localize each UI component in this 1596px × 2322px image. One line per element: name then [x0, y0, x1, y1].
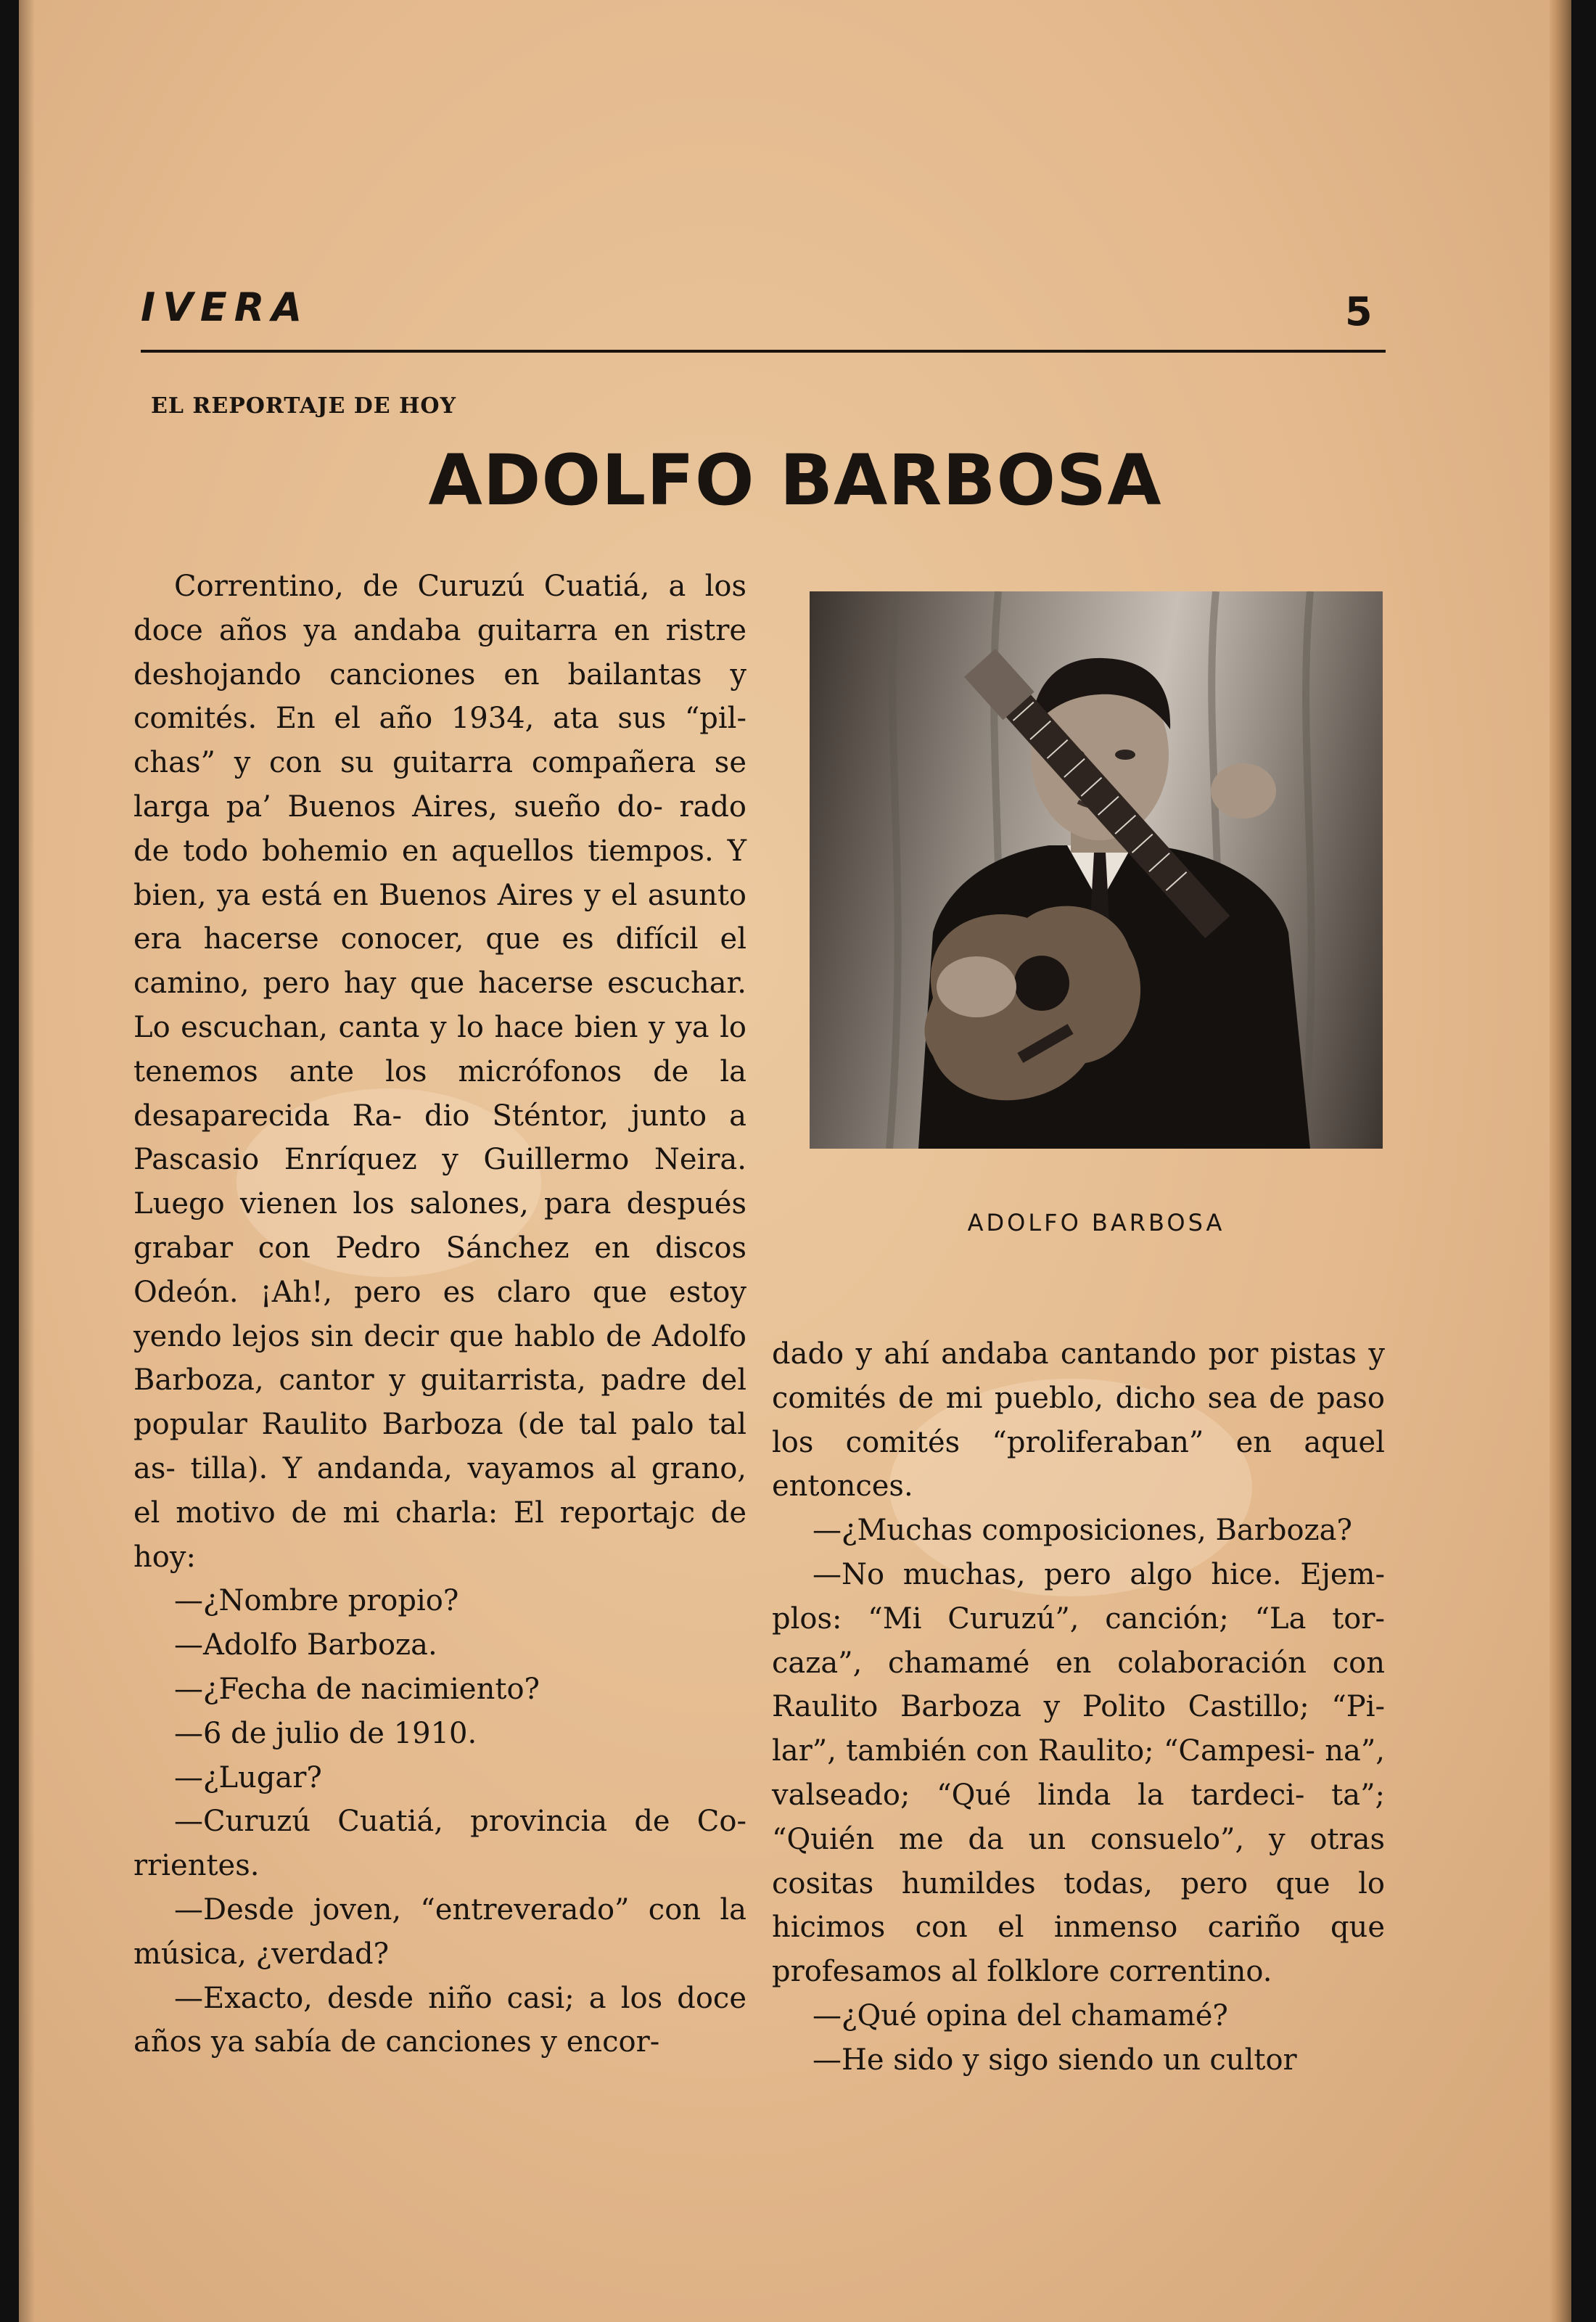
- article-title: ADOLFO BARBOSA: [428, 440, 1162, 521]
- interview-line: —No muchas, pero algo hice. Ejem- plos: “Mi Curuzú”, canción; “La tor- caza”, chamamé en colaboración con Raulito Barboza y Polito Castillo; “Pi- lar”, también con Raulito; “Campesi- na”, valseado; “Qué linda la tardeci- ta”; “Quién me da un consuelo”, y otras cositas humildes todas, pero que lo hicimos con el inmenso cariño que profesamos al folklore correntino.: [772, 1557, 1385, 1989]
- running-head: IVERA: [141, 284, 310, 330]
- magazine-page: [19, 0, 1571, 2322]
- intro-paragraph: Correntino, de Curuzú Cuatiá, a los doce años ya andaba guitarra en ristre deshojando canciones en bailantas y comités. En el año 1934, ata sus “pil- chas” y con su guitarra compañera se larga pa’ Buenos Aires, sueño do- rado de todo bohemio en aquellos tiempos. Y bien, ya está en Buenos Aires y el asunto era hacerse conocer, que es difícil el camino, pero hay que hacerse escuchar. Lo escuchan, canta y lo hace bien y ya lo tenemos ante los micrófonos de la desaparecida Ra- dio Sténtor, junto a Pascasio Enríquez y Guillermo Neira. Luego vienen los salones, para después grabar con Pedro Sánchez en discos Odeón. ¡Ah!, pero es claro que estoy yendo lejos sin decir que hablo de Adolfo Barboza, cantor y guitarrista, padre del popular Raulito Barboza (de tal palo tal as- tilla). Y andanda, vayamos al grano, el motivo de mi charla: El reportajc de hoy:: [133, 570, 746, 1574]
- interview-line: —Adolfo Barboza.: [174, 1628, 437, 1662]
- page-edge: [1550, 0, 1571, 2322]
- interview-line: —Exacto, desde niño casi; a los doce años ya sabía de canciones y encor-: [133, 1981, 746, 2059]
- interview-line: —¿Lugar?: [174, 1760, 322, 1794]
- continuation-paragraph: dado y ahí andaba cantando por pistas y comités de mi pueblo, dicho sea de paso los comités “proliferaban” en aquel entonces.: [772, 1337, 1385, 1503]
- interview-line: —He sido y sigo siendo un cultor: [813, 2043, 1297, 2077]
- interview-line: —¿Fecha de nacimiento?: [174, 1672, 540, 1706]
- left-column: [133, 565, 746, 2064]
- guitarist-photo-icon: [810, 591, 1383, 1149]
- header-rule: [141, 350, 1386, 353]
- interview-line: —6 de julio de 1910.: [174, 1716, 477, 1750]
- photo-caption: ADOLFO BARBOSA: [967, 1209, 1225, 1236]
- interview-line: —¿Muchas composiciones, Barboza?: [813, 1514, 1352, 1548]
- interview-line: —¿Qué opina del chamamé?: [813, 1998, 1228, 2032]
- interview-line: —¿Nombre propio?: [174, 1584, 459, 1618]
- right-column: [772, 1332, 1385, 2083]
- portrait-photo: [810, 591, 1383, 1149]
- interview-line: —Curuzú Cuatiá, provincia de Co- rrientes.: [133, 1805, 746, 1883]
- page-number: 5: [1345, 289, 1373, 335]
- interview-line: —Desde joven, “entreverado” con la música, ¿verdad?: [133, 1892, 746, 1971]
- section-label: EL REPORTAJE DE HOY: [151, 393, 456, 419]
